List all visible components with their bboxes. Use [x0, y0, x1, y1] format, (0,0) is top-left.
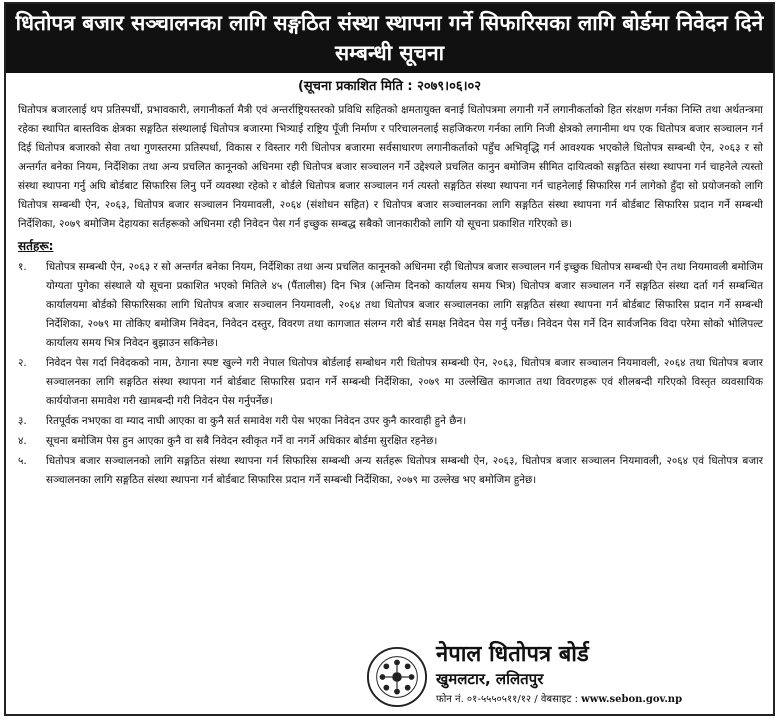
issuer-contact — [436, 694, 682, 706]
issuer-name: नेपाल धितोपत्र बोर्ड — [436, 642, 589, 667]
issuer-block — [366, 642, 682, 708]
term-number: २. — [18, 357, 27, 369]
term-text: धितोपत्र सम्बन्धी ऐन, २०६३ र सो अन्तर्गत बनेका नियम, निर्देशिका तथा अन्य प्रचलित कानूनको अधिनमा रही धितोपत्र बजार सञ्चालन गर्न इच्छुक धितोपत्र सम्बन्धी ऐन तथा नियमावली बमोजिम योग्यता पुगेका संस्थाले यो सूचना प्रकाशित भएको मितिले ४५ (पैंतालीस) दिन भित्र (अन्तिम दिनको कार्यालय समय भित्र) धितोपत्र बजार सञ्चालन गर्ने सङ्गठित संस्था दर्ता गर्न सम्बन्धित कार्यालयमा बोर्डको सिफारिसका लागि धितोपत्र बजार सञ्चालन नियमावली, २०६४ तथा धितोपत्र बजार सञ्चालनका लागि सङ्गठित संस्था स्थापना गर्न बोर्डबाट सिफारिस प्रदान गर्ने सम्बन्धी निर्देशिका, २०७९ मा तोकिए बमोजिम निवेदन, निवेदन दस्तुर, विवरण तथा कागजात संलग्न गरी बोर्ड समक्ष निवेदन पेस गर्नु पर्नेछ। निवेदन पेस गर्ने दिन सार्वजनिक विदा परेमा सोको भोलिपल्ट कार्यालय समय भित्र निवेदन बुझाउन सकिनेछ। — [46, 261, 763, 349]
issuer-address: खुमलटार, ललितपुर — [436, 670, 544, 689]
term-number: ४. — [18, 435, 27, 447]
website-link[interactable]: www.sebon.gov.np — [581, 694, 683, 706]
term-item — [18, 258, 763, 353]
intro-paragraph: धितोपत्र बजारलाई थप प्रतिस्पर्धी, प्रभावकारी, लगानीकर्ता मैत्री एवं अन्तर्राष्ट्रियस्तरको प्रविधि सहितको क्षमतायुक्त बनाई धितोपत्रमा लगानी गर्ने लगानीकर्ताको हित संरक्षण गर्नका निम्ति तथा अर्थतन्त्रमा रहेका स्थापित बास्तविक क्षेत्रका सङ्गठित संस्थालाई धितोपत्र बजारमा भित्र्याई राष्ट्रिय पूँजी निर्माण र परिचालनलाई सहजिकरण गर्नका लागि निजी क्षेत्रको लगानीमा थप एक धितोपत्र बजार सञ्चालन गर्न दिई धितोपत्र बजारको सेवा तथा गुणस्तरमा प्रतिस्पर्धा, विकास र विस्तार गरी धितोपत्र बजारमा सर्वसाधारण लगानीकर्ताको पहुँच अभिवृद्धि गर्न आवश्यक भएकोले धितोपत्र सम्बन्धी ऐन, २०६३ र सो अन्तर्गत बनेका नियम, निर्देशिका तथा अन्य प्रचलित कानूनको अधिनमा रही धितोपत्र बजार सञ्चालन गर्ने उद्देश्यले प्रचलित कानुन बमोजिम सीमित दायित्वको सङ्गठित संस्था स्थापना गर्न चाहनेले त्यस्तो संस्था स्थापना गर्नु अघि बोर्डबाट सिफारिस लिनु पर्ने व्यवस्था रहेको र बोर्डले धितोपत्र बजार सञ्चालन गर्न त्यस्तो सङ्गठित संस्था स्थापना गर्न चाहनेलाई सिफारिस गर्न लागेको हुँदा सो प्रयोजनको लागि धितोपत्र सम्बन्धी ऐन, २०६३, धितोपत्र बजार सञ्चालन नियमावली, २०६४ (संशोधन सहित) र धितोपत्र बजार सञ्चालनका लागि सङ्गठित संस्था स्थापना गर्न बोर्डबाट सिफारिस प्रदान गर्ने सम्बन्धी निर्देशिका, २०७९ बमोजिम देहायका सर्तहरूको अधिनमा रही निवेदन पेस गर्न इच्छुक सम्बद्ध सबैको जानकारीको लागि यो सूचना प्रकाशित गरिएको छ। — [18, 104, 763, 230]
term-item — [18, 432, 763, 451]
terms-list — [18, 258, 763, 490]
website-label: वेबसाइट : — [540, 694, 582, 706]
term-text: निवेदन पेस गर्दा निवेदकको नाम, ठेगाना स्पष्ट खुल्ने गरी नेपाल धितोपत्र बोर्डलाई सम्बोधन गरी धितोपत्र सम्बन्धी ऐन, २०६३, धितोपत्र बजार सञ्चालन नियमावली, २०६४ तथा धितोपत्र बजार सञ्चालनका लागि सङ्गठित संस्था स्थापना गर्न बोर्डबाट सिफारिस प्रदान गर्ने सम्बन्धी निर्देशिका, २०७९ मा उल्लेखित कागजात तथा विवरणहरू एवं शीलबन्दी गरिएको विस्तृत व्यवसायिक कार्ययोजना समावेश गरी खामबन्दी गरी निवेदन पेस गर्नुपर्नेछ। — [46, 357, 763, 407]
term-number: ५. — [18, 455, 27, 467]
term-number: ३. — [18, 415, 27, 427]
notice — [4, 2, 775, 716]
terms-heading: सर्तहरू: — [18, 239, 54, 253]
issuer-details — [436, 642, 682, 706]
term-number: १. — [18, 261, 27, 273]
term-item — [18, 412, 763, 431]
term-text: धितोपत्र बजार सञ्चालनको लागि सङ्गठित संस्था स्थापना गर्न सिफारिस सम्बन्धी अन्य सर्तहरू धितोपत्र सम्बन्धी ऐन, २०६३, धितोपत्र बजार सञ्चालन नियमावली, २०६४ एवं धितोपत्र बजार सञ्चालनका लागि सङ्गठित संस्था स्थापना गर्न बोर्डबाट सिफारिस प्रदान गर्ने सम्बन्धी निर्देशिका, २०७९ मा उल्लेख भए बमोजिम हुनेछ। — [46, 455, 763, 486]
term-text: रितपूर्वक नभएका वा म्याद नाघी आएका वा कुनै सर्त समावेश गरी पेस भएका निवेदन उपर कुनै कारवाही हुने छैन। — [46, 415, 467, 427]
term-text: सूचना बमोजिम पेस हुन आएका कुनै वा सबै निवेदन स्वीकृत गर्ने वा नगर्ने अधिकार बोर्डमा सुरक्षित रहनेछ। — [46, 435, 438, 447]
term-item — [18, 354, 763, 411]
sebon-seal-icon — [366, 646, 428, 708]
notice-title: धितोपत्र बजार सञ्चालनका लागि सङ्गठित संस्था स्थापना गर्ने सिफारिसका लागि बोर्डमा निवेदन दिने सम्बन्धी सूचना — [6, 4, 773, 73]
term-item — [18, 452, 763, 490]
publication-date: (सूचना प्रकाशित मिति : २०७९।०६।०२ — [297, 79, 482, 94]
notice-body — [6, 95, 773, 490]
contact-separator: / — [531, 694, 541, 706]
phone-number: फोन नं. ०१-५५५०५११/१२ — [436, 694, 532, 706]
